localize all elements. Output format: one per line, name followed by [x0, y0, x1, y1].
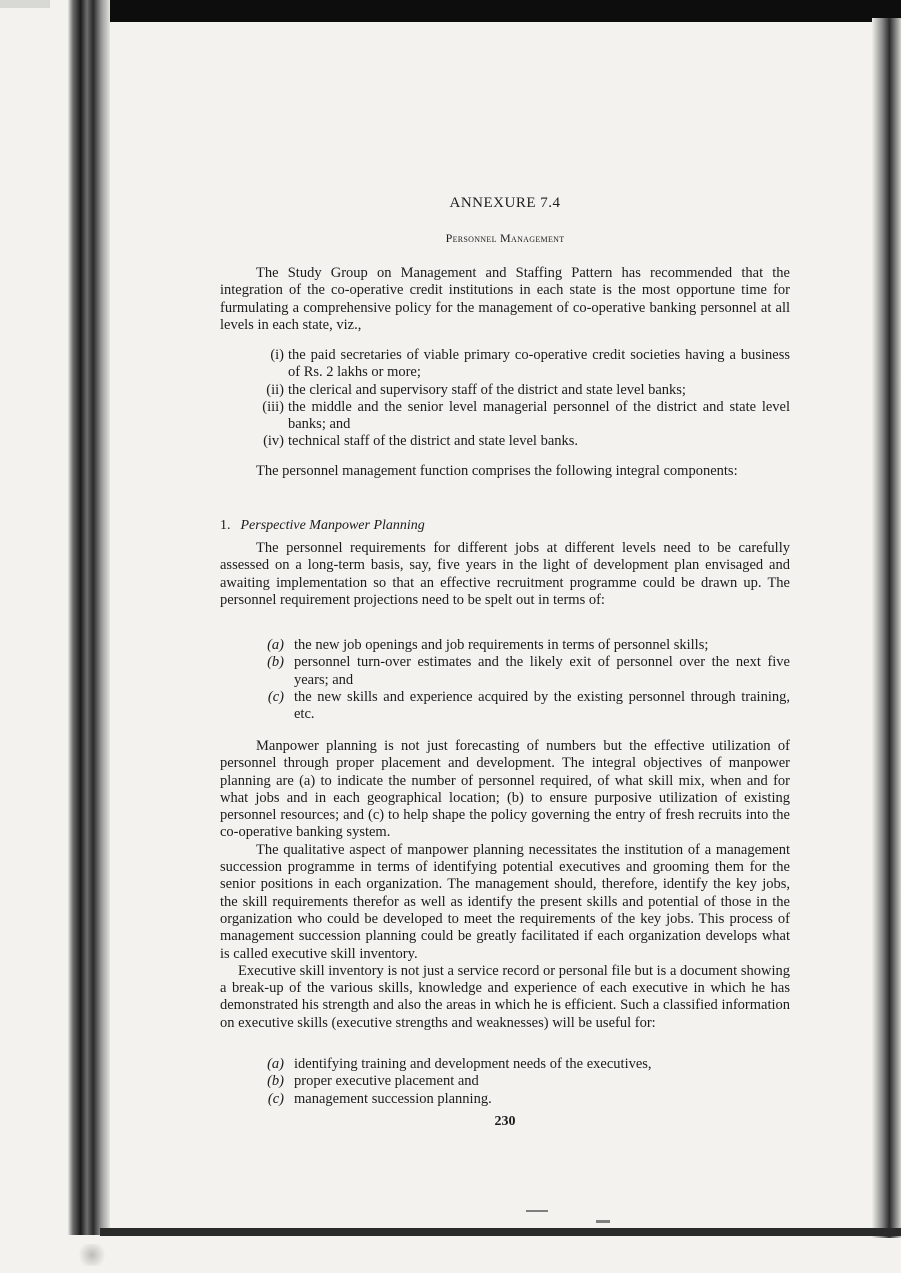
item-label: (c) — [267, 688, 284, 705]
section-1-number: 1. — [220, 518, 231, 533]
item-number: (ii) — [266, 381, 284, 398]
item-label: (c) — [267, 1090, 284, 1107]
item-text: the clerical and supervisory staff of the district and state level banks; — [288, 381, 686, 398]
item-text: technical staff of the district and state level banks. — [288, 433, 579, 450]
list-item — [220, 1073, 790, 1090]
item-text: the middle and the senior level managerial personnel of the district and state level banks; and — [288, 398, 790, 433]
item-text: the new job openings and job requirements in terms of personnel skills; — [294, 637, 709, 653]
projection-list — [220, 637, 790, 723]
components-paragraph — [220, 463, 790, 480]
item-label: (b) — [267, 654, 284, 671]
annexure-title: ANNEXURE 7.4 — [449, 195, 561, 211]
section-1-heading — [220, 518, 425, 534]
intro-paragraph — [220, 265, 790, 334]
scan-binding-edge — [68, 0, 110, 1235]
page-number: 230 — [494, 1114, 516, 1129]
list-item — [220, 347, 790, 382]
item-text: the new skills and experience acquired by the existing personnel through training, etc. — [294, 688, 790, 723]
manpower-text-2: The qualitative aspect of manpower planning necessitates the institution of a management succession programme in terms of identifying potential executives and grooming them for the senior positions in each organization. The management should, therefore, identify the key jobs, the skill requirements therefor as well as identify the present skills and potential of those in the organization who could be developed to meet the requirements of the key jobs. This process of management succession planning could be greatly facilitated if each organization develops what is called executive skill inventory. — [220, 841, 790, 962]
item-number: (i) — [270, 347, 284, 363]
scan-right-edge — [872, 18, 901, 1238]
manpower-text-1: Manpower planning is not just forecasting of numbers but the effective utilization of personnel through proper placement and development. The integral objectives of manpower planning are (a) to indicate the number of personnel required, of what skill mix, when and for what jobs and in each geographical location; (b) to ensure purposive utilization of existing personnel resources; and (c) to help shape the policy governing the entry of fresh recruits into the co-operative banking system. — [220, 738, 790, 841]
list-item — [220, 399, 790, 434]
list-item — [220, 654, 790, 689]
item-label: (b) — [267, 1073, 284, 1090]
section-1-paragraph — [220, 540, 790, 609]
item-text: proper executive placement and — [294, 1073, 479, 1090]
manpower-paragraphs — [220, 738, 790, 1032]
item-number: (iv) — [263, 433, 284, 450]
list-item — [220, 1091, 790, 1108]
scan-blob — [76, 1244, 108, 1266]
list-item — [220, 689, 790, 724]
scan-bottom-edge — [100, 1228, 901, 1236]
section-title: Personnel Management — [445, 231, 565, 245]
item-text: personnel turn-over estimates and the likely exit of personnel over the next five years; and — [294, 654, 790, 688]
list-item — [220, 1056, 790, 1073]
personnel-levels-list — [220, 347, 790, 451]
item-label: (a) — [267, 1056, 284, 1072]
scan-corner-mark — [0, 0, 50, 8]
intro-text: The Study Group on Management and Staffing Pattern has recommended that the integration of the co-operative credit institutions in each state is the most opportune time for furmulating a comprehensive policy for the management of co-operative banking personnel at all levels in each state, viz., — [220, 265, 790, 333]
item-text: the paid secretaries of viable primary co-operative credit societies having a business of Rs. 2 lakhs or more; — [288, 347, 790, 381]
item-label: (a) — [267, 637, 284, 653]
item-number: (iii) — [262, 398, 284, 415]
list-item — [220, 637, 790, 654]
item-text: identifying training and development needs of the executives, — [294, 1056, 652, 1072]
list-item — [220, 433, 790, 450]
inventory-text: Executive skill inventory is not just a service record or personal file but is a document showing a break-up of the various skills, knowledge and experience of each executive in which he has demonstrated his strength and also the areas in which he is efficient. Such a classified information on executive skills (executive strengths and weaknesses) will be useful for: — [220, 962, 790, 1031]
section-1-title: Perspective Manpower Planning — [240, 518, 425, 533]
inventory-uses-list — [220, 1056, 790, 1108]
section-1-text: The personnel requirements for different jobs at different levels need to be carefully assessed on a long-term basis, say, five years in the light of development plan envisaged and awaiting implementation so that an effective recruitment programme could be drawn up. The personnel requirement projections need to be spelt out in terms of: — [220, 540, 790, 608]
scan-top-edge — [85, 0, 901, 22]
list-item — [220, 382, 790, 399]
item-text: management succession planning. — [294, 1090, 492, 1107]
components-text: The personnel management function comprises the following integral components: — [256, 463, 738, 479]
scan-smudge — [526, 1208, 616, 1224]
